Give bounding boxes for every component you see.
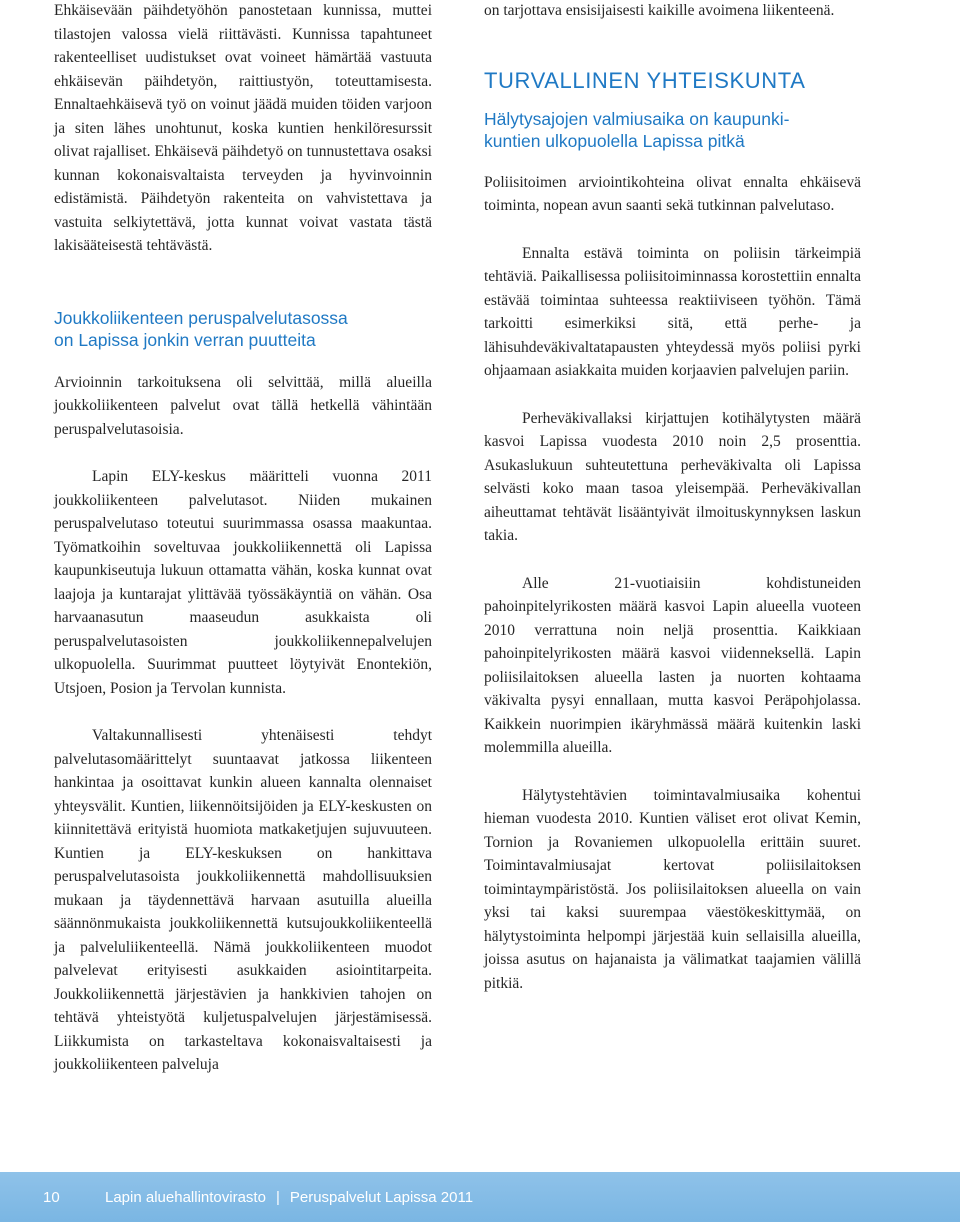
footer-publisher: Lapin aluehallintovirasto bbox=[105, 1188, 266, 1206]
footer-publication: Peruspalvelut Lapissa 2011 bbox=[289, 1188, 474, 1206]
safety-heading-line1: Hälytysajojen valmiusaika on kaupunki- bbox=[484, 108, 790, 129]
page-footer bbox=[0, 1172, 960, 1222]
safety-paragraph-3: Perheväkivallaksi kirjattujen kotihälytysten määrä kasvoi Lapissa vuodesta 2010 noin 2,5 prosenttia. Asukaslukuun suhteutettuna perheväkivalta oli Lapissa selvästi koko maan tasoa yleisempää. Perheväkivallan aiheuttamat tehtävät lisääntyivät ilmoituskynnyksen laskun takia. bbox=[484, 409, 861, 544]
transport-heading bbox=[54, 307, 432, 351]
transport-heading-line2: on Lapissa jonkin verran puutteita bbox=[54, 329, 316, 350]
transport-paragraph-1: Arvioinnin tarkoituksena oli selvittää, millä alueilla joukkoliikenteen palvelut ovat tällä hetkellä vähintään peruspalvelutasoisia. bbox=[54, 373, 432, 438]
safety-paragraph-2: Ennalta estävä toiminta on poliisin tärkeimpiä tehtäviä. Paikallisessa poliisitoiminnassa korostettiin ennalta estävää toimintaa suhteessa reaktiiviseen työhön. Tämä tarkoitti esimerkiksi sitä, että perhe- ja lähisuhdeväkivaltatapausten yhteydessä myös poliisi pyrki ohjaamaan asiakkaita muiden korjaavien palvelujen pariin. bbox=[484, 244, 861, 379]
safety-heading bbox=[484, 108, 861, 152]
safety-paragraph-5: Hälytystehtävien toimintavalmiusaika kohentui hieman vuodesta 2010. Kuntien väliset erot olivat Kemin, Tornion ja Rovaniemen ulkopuolella erittäin suuret. Toimintavalmiusajat kertovat poliisilaitoksen toimintaympäristöstä. Jos poliisilaitoksen alueella on vain yksi tai kaksi suurempaa väestökeskittymää, on hälytystoiminta helpompi järjestää kuin sellaisilla alueilla, joissa asutus on hajanaista ja välimatkat taajamien välillä pitkiä. bbox=[484, 786, 861, 992]
transport-paragraph-2: Lapin ELY-keskus määritteli vuonna 2011 joukkoliikenteen palvelutasot. Niiden mukainen peruspalvelutaso toteutui suurimmassa osassa maakuntaa. Työmatkoihin soveltuvaa joukkoliikennettä oli Lapissa kaupunkiseutuja lukuun ottamatta vähän, koska kunnat ovat laajoja ja kuntarajat ylittävää työssäkäyntiä on vähän. Osa harvaanasutun maaseudun asukkaista oli peruspalvelutasoisten joukkoliikennepalvelujen ulkopuolella. Suurimmat puutteet löytyivät Enontekiön, Utsjoen, Posion ja Tervolan kunnista. bbox=[54, 468, 432, 697]
safety-paragraph-1: Poliisitoimen arviointikohteina olivat ennalta ehkäisevä toiminta, nopean avun saanti sekä tutkinnan palvelutaso. bbox=[484, 173, 861, 214]
page-number: 10 bbox=[43, 1188, 60, 1206]
footer-separator: | bbox=[275, 1188, 280, 1206]
left-column bbox=[54, 0, 432, 1077]
section-title: TURVALLINEN YHTEISKUNTA bbox=[484, 67, 806, 93]
safety-heading-line2: kuntien ulkopuolella Lapissa pitkä bbox=[484, 130, 745, 151]
transport-paragraph-3: Valtakunnallisesti yhtenäisesti tehdyt palvelutasomäärittelyt suuntaavat jatkossa liikenteen hankintaa ja osoittavat kunkin alueen kannalta olennaiset yhteysvälit. Kuntien, liikennöitsijöiden ja ELY-keskusten on kiinnitettävä erityistä huomiota matkaketjujen sujuvuuteen. Kuntien ja ELY-keskuksen on hankittava peruspalvelutasoista joukkoliikennettä mahdollisuuksien mukaan ja täydennettävä harvaan asutuilla alueilla säännönmukaista joukkoliikennettä kutsujoukkoliikenteellä ja palveluliikenteellä. Nämä joukkoliikenteen muodot palvelevat erityisesti asukkaiden asiointitarpeita. Joukkoliikennettä järjestävien ja hankkivien tahojen on tehtävä yhteistyötä kuljetuspalvelujen järjestämisessä. Liikkumista on tarkasteltava kokonaisvaltaisesti ja joukkoliikenteen palveluja bbox=[54, 727, 432, 1073]
intro-paragraph: Ehkäisevään päihdetyöhön panostetaan kunnissa, muttei tilastojen valossa vielä riittävästi. Kunnissa tapahtuneet rakenteelliset uudistukset ovat voineet hämärtää vastuuta ehkäisevän päihdetyön, raittiustyön, toteuttamisesta. Ennaltaehkäisevä työ on voinut jäädä muiden töiden varjoon ja siten lähes unohtunut, koska kuntien henkilöresurssit olivat rajalliset. Ehkäisevä päihdetyö on tunnustettava osaksi kunnan kokonaisvaltaista terveyden ja hyvinvoinnin edistämistä. Päihdetyön rakenteita on vahvistettava ja vastuita selkiytettävä, jotta kunnat voivat vastata tästä lakisääteisestä tehtävästä. bbox=[54, 2, 432, 254]
right-column bbox=[484, 0, 861, 995]
transport-heading-line1: Joukkoliikenteen peruspalvelutasossa bbox=[54, 307, 348, 328]
continuation-paragraph: on tarjottava ensisijaisesti kaikille avoimena liikenteenä. bbox=[484, 2, 835, 19]
safety-paragraph-4: Alle 21-vuotiaisiin kohdistuneiden pahoinpitelyrikosten määrä kasvoi Lapin alueella vuoteen 2010 verrattuna noin neljä prosenttia. Kaikkiaan pahoinpitelyrikosten määrä kasvoi viidenneksellä. Lapin poliisilaitoksen alueella lasten ja nuorten kohtaama väkivalta pysyi ennallaan, mutta kasvoi Peräpohjolassa. Kaikkein nuorimpien ikäryhmässä määrä kuitenkin laski molemmilla alueilla. bbox=[484, 574, 861, 756]
